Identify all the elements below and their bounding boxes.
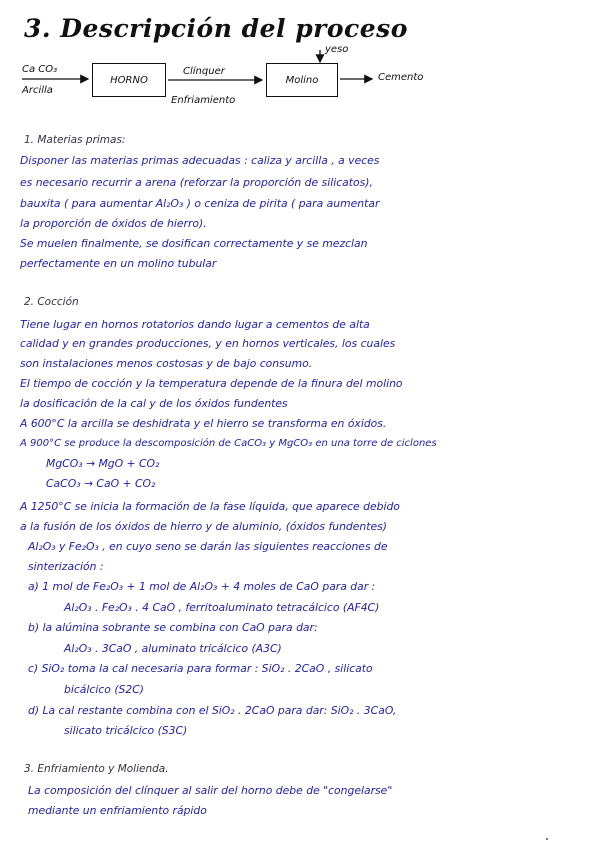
text-line: es necesario recurrir a arena (reforzar la proporción de silicatos), [20, 176, 373, 189]
section-heading: 2. Cocción [24, 296, 79, 308]
input-caco3-label: Ca CO₃ [22, 64, 58, 75]
reaction-line: CaCO₃ → CaO + CO₂ [46, 477, 156, 490]
page-title: 3. Descripción del proceso [24, 14, 408, 43]
gypsum-label: yeso [325, 44, 349, 55]
text-line: A 600°C la arcilla se deshidrata y el hierro se transforma en óxidos. [20, 417, 387, 430]
input-clay-label: Arcilla [22, 85, 53, 96]
text-line: Al₂O₃ . Fe₂O₃ . 4 CaO , ferritoaluminato tetracálcico (AF4C) [64, 601, 380, 614]
text-line: A 1250°C se inicia la formación de la fase líquida, que aparece debido [20, 500, 400, 513]
text-line: bicálcico (S2C) [64, 683, 145, 696]
text-line: perfectamente en un molino tubular [20, 257, 217, 270]
section-heading: 3. Enfriamiento y Molienda. [24, 763, 169, 775]
text-line: son instalaciones menos costosas y de bajo consumo. [20, 357, 313, 370]
text-line: c) SiO₂ toma la cal necesaria para formar : SiO₂ . 2CaO , silicato [28, 662, 373, 675]
kiln-box: HORNO [92, 63, 166, 97]
text-line: Al₂O₃ y Fe₂O₃ , en cuyo seno se darán las siguientes reacciones de [28, 540, 388, 553]
text-line: a la fusión de los óxidos de hierro y de aluminio, (óxidos fundentes) [20, 520, 387, 533]
page-dot [546, 838, 548, 840]
text-line: bauxita ( para aumentar Al₂O₃ ) o ceniza de pirita ( para aumentar [20, 197, 380, 210]
text-line: silicato tricálcico (S3C) [64, 724, 188, 737]
text-line: d) La cal restante combina con el SiO₂ . 2CaO para dar: SiO₂ . 3CaO, [28, 704, 397, 717]
text-line: Disponer las materias primas adecuadas : caliza y arcilla , a veces [20, 154, 380, 167]
cement-label: Cemento [378, 72, 424, 83]
text-line: Se muelen finalmente, se dosifican correctamente y se mezclan [20, 237, 368, 250]
text-line: Al₂O₃ . 3CaO , aluminato tricálcico (A3C) [64, 642, 282, 655]
text-line: sinterización : [28, 560, 104, 573]
section-heading: 1. Materias primas: [24, 134, 126, 146]
text-line: la proporción de óxidos de hierro). [20, 217, 207, 230]
text-line: mediante un enfriamiento rápido [28, 804, 207, 817]
clinker-label: Clínquer [183, 66, 225, 77]
cooling-label: Enfriamiento [171, 95, 236, 106]
text-line: La composición del clínquer al salir del horno debe de "congelarse" [28, 784, 393, 797]
process-diagram [0, 0, 600, 120]
reaction-line: MgCO₃ → MgO + CO₂ [46, 457, 160, 470]
text-line: b) la alúmina sobrante se combina con CaO para dar: [28, 621, 318, 634]
text-line: Tiene lugar en hornos rotatorios dando lugar a cementos de alta [20, 318, 370, 331]
text-line: A 900°C se produce la descomposición de CaCO₃ y MgCO₃ en una torre de ciclones [20, 438, 437, 449]
diagram-arrows [0, 0, 600, 120]
text-line: calidad y en grandes producciones, y en hornos verticales, los cuales [20, 337, 396, 350]
mill-box: Molino [266, 63, 338, 97]
text-line: a) 1 mol de Fe₂O₃ + 1 mol de Al₂O₃ + 4 moles de CaO para dar : [28, 580, 376, 593]
text-line: la dosificación de la cal y de los óxidos fundentes [20, 397, 288, 410]
text-line: El tiempo de cocción y la temperatura depende de la finura del molino [20, 377, 403, 390]
